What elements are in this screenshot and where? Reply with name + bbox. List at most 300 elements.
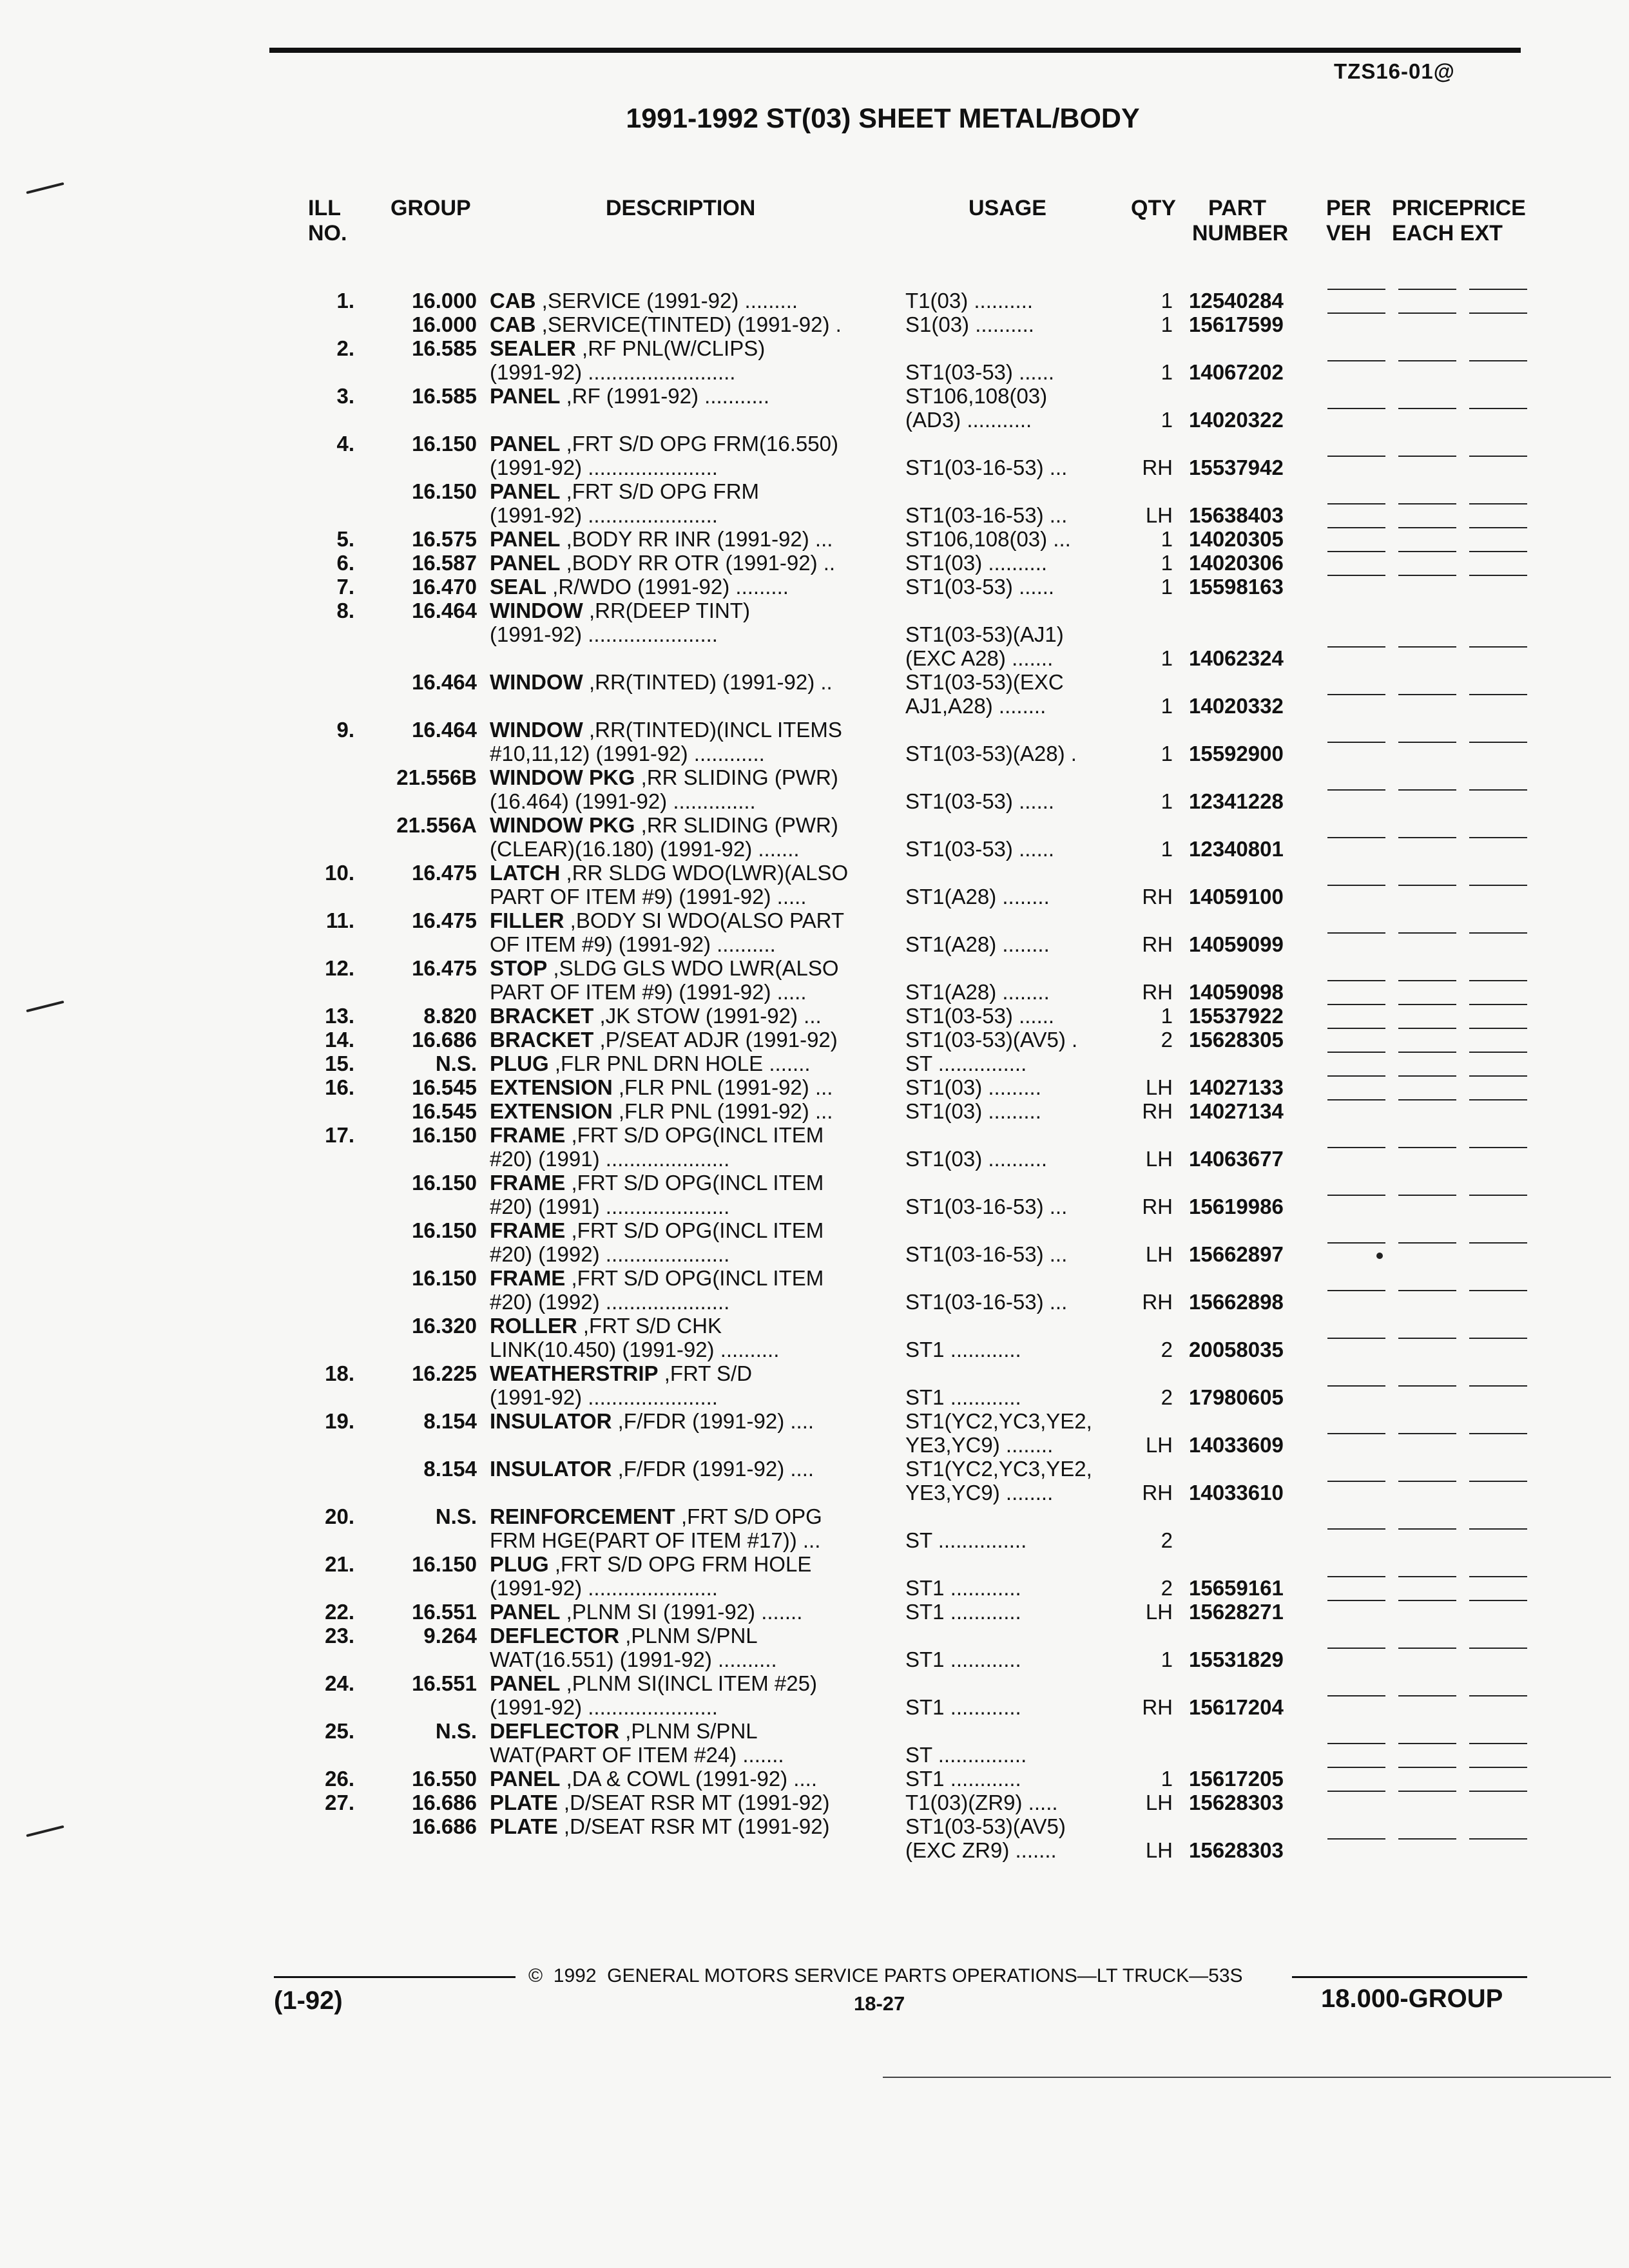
usage: ST ............... <box>905 1052 1027 1075</box>
description <box>490 1218 824 1242</box>
group-number: N.S. <box>435 1052 477 1075</box>
quantity: RH <box>1142 932 1173 956</box>
part-number: 14033609 <box>1189 1433 1284 1457</box>
per-veh-blank <box>1327 1695 1385 1696</box>
table-row <box>0 1195 1629 1218</box>
usage: ST1 ............ <box>905 1576 1021 1600</box>
price-each-blank <box>1398 646 1456 648</box>
price-ext-blank <box>1469 1385 1527 1387</box>
price-each-blank <box>1398 575 1456 576</box>
ill-number: 7. <box>336 575 354 599</box>
quantity: 1 <box>1161 575 1173 599</box>
description-detail: ,FRT S/D OPG FRM HOLE <box>548 1552 812 1576</box>
group-number: 8.154 <box>423 1409 477 1433</box>
table-row <box>0 1695 1629 1719</box>
per-veh-blank <box>1327 1528 1385 1530</box>
quantity: LH <box>1145 1838 1173 1862</box>
part-number: 14062324 <box>1189 646 1284 670</box>
price-ext-blank <box>1469 1481 1527 1482</box>
per-veh-blank <box>1327 1004 1385 1005</box>
ill-number: 16. <box>325 1075 354 1099</box>
part-number: 14067202 <box>1189 360 1284 384</box>
col-description-label: DESCRIPTION <box>606 196 756 220</box>
description <box>490 861 848 885</box>
price-each-blank <box>1398 837 1456 838</box>
description-noun: SEALER <box>490 336 576 360</box>
table-row <box>0 599 1629 622</box>
col-each-ext-label: EACH EXT <box>1392 221 1503 245</box>
description <box>490 718 842 742</box>
description <box>490 980 807 1004</box>
price-ext-blank <box>1469 289 1527 290</box>
part-number: 14027133 <box>1189 1075 1284 1099</box>
price-each-blank <box>1398 1648 1456 1649</box>
price-ext-blank <box>1469 1004 1527 1005</box>
description-noun: PLATE <box>490 1814 558 1838</box>
description-detail: ,FRT S/D OPG FRM <box>560 479 760 503</box>
price-ext-blank <box>1469 980 1527 981</box>
table-row <box>0 932 1629 956</box>
part-number: 14059100 <box>1189 885 1284 908</box>
ill-number: 24. <box>325 1671 354 1695</box>
description-noun: DEFLECTOR <box>490 1624 620 1648</box>
per-veh-blank <box>1327 527 1385 528</box>
ill-number: 8. <box>336 599 354 622</box>
description-noun: WINDOW PKG <box>490 813 635 837</box>
per-veh-blank <box>1327 1242 1385 1244</box>
quantity: RH <box>1142 456 1173 479</box>
description <box>490 551 835 575</box>
table-row <box>0 384 1629 408</box>
usage: ST1(03-53) ...... <box>905 789 1055 813</box>
price-ext-blank <box>1469 1648 1527 1649</box>
description-detail: ,SLDG GLS WDO LWR(ALSO <box>547 956 839 980</box>
group-number: 16.686 <box>412 1791 477 1814</box>
description-detail: WAT(16.551) (1991-92) .......... <box>490 1648 777 1671</box>
price-each-blank <box>1398 1242 1456 1244</box>
table-row <box>0 1528 1629 1552</box>
description <box>490 1314 722 1338</box>
description <box>490 1624 758 1648</box>
price-ext-blank <box>1469 885 1527 886</box>
group-number: 16.464 <box>412 718 477 742</box>
table-row <box>0 837 1629 861</box>
table-row <box>0 1838 1629 1862</box>
quantity: LH <box>1145 503 1173 527</box>
description <box>490 1361 752 1385</box>
description <box>490 932 776 956</box>
price-each-blank <box>1398 1004 1456 1005</box>
description-noun: INSULATOR <box>490 1409 612 1433</box>
group-number: 16.545 <box>412 1099 477 1123</box>
description <box>490 456 718 479</box>
description-detail: (1991-92) ...................... <box>490 456 718 479</box>
ill-number: 9. <box>336 718 354 742</box>
price-each-blank <box>1398 1743 1456 1744</box>
col-qty-label: QTY <box>1131 196 1176 220</box>
table-row <box>0 1719 1629 1743</box>
group-number: N.S. <box>435 1504 477 1528</box>
price-each-blank <box>1398 1385 1456 1387</box>
price-each-blank <box>1398 289 1456 290</box>
per-veh-blank <box>1327 1385 1385 1387</box>
price-ext-blank <box>1469 1147 1527 1148</box>
usage: YE3,YC9) ........ <box>905 1481 1054 1504</box>
description <box>490 1028 838 1052</box>
group-number: 8.154 <box>423 1457 477 1481</box>
table-row <box>0 622 1629 646</box>
ill-number: 1. <box>336 289 354 312</box>
table-row <box>0 1028 1629 1052</box>
usage: ST1 ............ <box>905 1385 1021 1409</box>
col-price-label: PRICEPRICE <box>1392 196 1526 220</box>
description-detail: (1991-92) ...................... <box>490 1695 718 1719</box>
price-each-blank <box>1398 885 1456 886</box>
part-number: 14027134 <box>1189 1099 1284 1123</box>
price-ext-blank <box>1469 837 1527 838</box>
usage: ST1(A28) ........ <box>905 885 1050 908</box>
price-each-blank <box>1398 360 1456 361</box>
part-number: 15628305 <box>1189 1028 1284 1052</box>
group-number: 16.225 <box>412 1361 477 1385</box>
per-veh-blank <box>1327 694 1385 695</box>
table-row <box>0 1266 1629 1290</box>
table-row <box>0 980 1629 1004</box>
table-row <box>0 289 1629 312</box>
per-veh-blank <box>1327 1648 1385 1649</box>
description-noun: EXTENSION <box>490 1099 613 1123</box>
price-ext-blank <box>1469 1028 1527 1029</box>
quantity: LH <box>1145 1147 1173 1171</box>
description <box>490 622 718 646</box>
description-noun: PANEL <box>490 1671 561 1695</box>
per-veh-blank <box>1327 312 1385 314</box>
description <box>490 789 756 813</box>
table-row <box>0 1409 1629 1433</box>
description-noun: STOP <box>490 956 548 980</box>
description <box>490 1266 824 1290</box>
per-veh-blank <box>1327 1338 1385 1339</box>
description-detail: LINK(10.450) (1991-92) .......... <box>490 1338 780 1361</box>
part-number: 14020306 <box>1189 551 1284 575</box>
usage: ST1(A28) ........ <box>905 980 1050 1004</box>
description-detail: ,D/SEAT RSR MT (1991-92) <box>557 1814 830 1838</box>
col-usage-label: USAGE <box>969 196 1046 220</box>
per-veh-blank <box>1327 289 1385 290</box>
group-number: 16.585 <box>412 336 477 360</box>
description-detail: ,JK STOW (1991-92) ... <box>593 1004 822 1028</box>
quantity: LH <box>1145 1791 1173 1814</box>
description-detail: ,SERVICE (1991-92) ......... <box>535 289 798 312</box>
description-noun: INSULATOR <box>490 1457 612 1481</box>
col-ill-label: ILL <box>308 196 341 220</box>
description-detail: #20) (1991) ..................... <box>490 1147 730 1171</box>
group-number: 16.575 <box>412 527 477 551</box>
description-detail: ,PLNM SI(INCL ITEM #25) <box>560 1671 817 1695</box>
table-row <box>0 765 1629 789</box>
part-number: 15628303 <box>1189 1838 1284 1862</box>
description-detail: ,D/SEAT RSR MT (1991-92) <box>557 1791 830 1814</box>
description <box>490 670 833 694</box>
table-row <box>0 694 1629 718</box>
table-row <box>0 1433 1629 1457</box>
description-detail: ,RR SLIDING (PWR) <box>635 765 838 789</box>
quantity: LH <box>1145 1433 1173 1457</box>
description-noun: PANEL <box>490 527 561 551</box>
usage: (EXC ZR9) ....... <box>905 1838 1057 1862</box>
price-each-blank <box>1398 980 1456 981</box>
per-veh-blank <box>1327 1028 1385 1029</box>
table-row <box>0 1385 1629 1409</box>
ill-number: 20. <box>325 1504 354 1528</box>
group-number: 16.150 <box>412 1171 477 1195</box>
table-row <box>0 1290 1629 1314</box>
usage: ST1(03) ......... <box>905 1075 1041 1099</box>
price-each-blank <box>1398 1600 1456 1601</box>
ill-number: 5. <box>336 527 354 551</box>
table-row <box>0 312 1629 336</box>
price-each-blank <box>1398 312 1456 314</box>
price-ext-blank <box>1469 1838 1527 1840</box>
description-detail: (1991-92) ...................... <box>490 622 718 646</box>
price-each-blank <box>1398 1481 1456 1482</box>
description-detail: (16.464) (1991-92) .............. <box>490 789 756 813</box>
description <box>490 1457 814 1481</box>
description <box>490 908 844 932</box>
price-each-blank <box>1398 1099 1456 1100</box>
quantity: LH <box>1145 1600 1173 1624</box>
part-number: 14033610 <box>1189 1481 1284 1504</box>
price-each-blank <box>1398 1791 1456 1792</box>
table-row <box>0 1481 1629 1504</box>
description-detail: ,RR(TINTED)(INCL ITEMS <box>583 718 842 742</box>
part-number: 15628303 <box>1189 1791 1284 1814</box>
description-detail: ,FRT S/D OPG FRM(16.550) <box>560 432 838 456</box>
description <box>490 1504 822 1528</box>
ill-number: 15. <box>325 1052 354 1075</box>
price-ext-blank <box>1469 694 1527 695</box>
description-detail: #20) (1992) ..................... <box>490 1242 730 1266</box>
ill-number: 21. <box>325 1552 354 1576</box>
price-each-blank <box>1398 789 1456 791</box>
description-detail: ,RF (1991-92) ........... <box>560 384 770 408</box>
part-number: 14020332 <box>1189 694 1284 718</box>
description <box>490 1171 824 1195</box>
usage: S1(03) .......... <box>905 312 1034 336</box>
part-number: 20058035 <box>1189 1338 1284 1361</box>
price-ext-blank <box>1469 1338 1527 1339</box>
description-detail: ,RR(TINTED) (1991-92) .. <box>583 670 833 694</box>
usage: ST1(03-53)(EXC <box>905 670 1064 694</box>
col-ill-no-label: NO. <box>308 221 347 245</box>
description <box>490 1075 833 1099</box>
description <box>490 1791 830 1814</box>
per-veh-blank <box>1327 837 1385 838</box>
usage: ST ............... <box>905 1528 1027 1552</box>
quantity: RH <box>1142 1195 1173 1218</box>
description-detail: ,PLNM S/PNL <box>619 1719 758 1743</box>
group-number: 16.000 <box>412 289 477 312</box>
price-each-blank <box>1398 1695 1456 1696</box>
description-detail: FRM HGE(PART OF ITEM #17)) ... <box>490 1528 821 1552</box>
part-number: 15662897 <box>1189 1242 1284 1266</box>
part-number: 12340801 <box>1189 837 1284 861</box>
col-part-number-label: NUMBER <box>1192 221 1289 245</box>
usage: ST ............... <box>905 1743 1027 1767</box>
table-row <box>0 1791 1629 1814</box>
price-each-blank <box>1398 1290 1456 1291</box>
price-each-blank <box>1398 527 1456 528</box>
description <box>490 1195 729 1218</box>
description-noun: WINDOW <box>490 718 583 742</box>
price-ext-blank <box>1469 742 1527 743</box>
table-row <box>0 1504 1629 1528</box>
description <box>490 1338 779 1361</box>
part-number: 15531829 <box>1189 1648 1284 1671</box>
quantity: 1 <box>1161 646 1173 670</box>
description <box>490 1648 777 1671</box>
table-row <box>0 789 1629 813</box>
quantity: 1 <box>1161 837 1173 861</box>
per-veh-blank <box>1327 885 1385 886</box>
quantity: 2 <box>1161 1028 1173 1052</box>
col-per-label: PER <box>1326 196 1371 220</box>
price-ext-blank <box>1469 789 1527 791</box>
description <box>490 1409 814 1433</box>
usage: ST1(03-53) ...... <box>905 1004 1055 1028</box>
ill-number: 18. <box>325 1361 354 1385</box>
table-row <box>0 1338 1629 1361</box>
price-each-blank <box>1398 1767 1456 1768</box>
table-row <box>0 885 1629 908</box>
usage: ST1 ............ <box>905 1338 1021 1361</box>
description-detail: ,RF PNL(W/CLIPS) <box>575 336 766 360</box>
description <box>490 360 735 384</box>
usage: ST1(03-53)(AV5) <box>905 1814 1066 1838</box>
group-number: 16.464 <box>412 599 477 622</box>
description-noun: PANEL <box>490 384 561 408</box>
usage: ST1(03-16-53) ... <box>905 1290 1068 1314</box>
price-ext-blank <box>1469 646 1527 648</box>
price-ext-blank <box>1469 527 1527 528</box>
table-row <box>0 551 1629 575</box>
usage: ST1(03-53)(A28) . <box>905 742 1077 765</box>
per-veh-blank <box>1327 360 1385 361</box>
part-number: 15537922 <box>1189 1004 1284 1028</box>
col-part-label: PART <box>1208 196 1267 220</box>
price-each-blank <box>1398 1075 1456 1077</box>
part-number: 15537942 <box>1189 456 1284 479</box>
description-noun: PLATE <box>490 1791 558 1814</box>
price-each-blank <box>1398 932 1456 934</box>
description <box>490 503 718 527</box>
group-number: 9.264 <box>423 1624 477 1648</box>
description-detail: ,DA & COWL (1991-92) .... <box>560 1767 817 1791</box>
page-code: TZS16-01@ <box>1334 59 1455 83</box>
description <box>490 1242 729 1266</box>
group-number: 16.150 <box>412 1552 477 1576</box>
quantity: 1 <box>1161 312 1173 336</box>
ill-number: 12. <box>325 956 354 980</box>
price-each-blank <box>1398 742 1456 743</box>
table-row <box>0 1147 1629 1171</box>
quantity: 1 <box>1161 551 1173 575</box>
description <box>490 575 789 599</box>
description-noun: BRACKET <box>490 1028 594 1052</box>
group-number: 16.320 <box>412 1314 477 1338</box>
description <box>490 1600 802 1624</box>
usage: (EXC A28) ....... <box>905 646 1054 670</box>
usage: ST1(A28) ........ <box>905 932 1050 956</box>
group-number: 16.470 <box>412 575 477 599</box>
description <box>490 1719 758 1743</box>
price-ext-blank <box>1469 1099 1527 1100</box>
description-detail: ,FRT S/D CHK <box>577 1314 722 1338</box>
usage: ST1 ............ <box>905 1600 1021 1624</box>
price-each-blank <box>1398 1195 1456 1196</box>
description-noun: REINFORCEMENT <box>490 1504 675 1528</box>
group-number: 16.150 <box>412 1123 477 1147</box>
description-detail: WAT(PART OF ITEM #24) ....... <box>490 1743 784 1767</box>
description <box>490 1147 729 1171</box>
table-row <box>0 670 1629 694</box>
price-ext-blank <box>1469 1075 1527 1077</box>
description <box>490 1814 830 1838</box>
table-row <box>0 1552 1629 1576</box>
usage: ST106,108(03) ... <box>905 527 1071 551</box>
group-number: 16.150 <box>412 1266 477 1290</box>
part-number: 15619986 <box>1189 1195 1284 1218</box>
footer-date: (1-92) <box>274 1986 343 2015</box>
description-noun: WINDOW <box>490 670 583 694</box>
price-each-blank <box>1398 1433 1456 1434</box>
price-ext-blank <box>1469 1743 1527 1744</box>
price-ext-blank <box>1469 312 1527 314</box>
table-row <box>0 408 1629 432</box>
price-ext-blank <box>1469 360 1527 361</box>
description <box>490 1123 824 1147</box>
description-noun: PANEL <box>490 479 561 503</box>
price-each-blank <box>1398 1052 1456 1053</box>
quantity: RH <box>1142 980 1173 1004</box>
usage: YE3,YC9) ........ <box>905 1433 1054 1457</box>
description-noun: WINDOW <box>490 599 583 622</box>
price-each-blank <box>1398 551 1456 552</box>
description-noun: CAB <box>490 312 536 336</box>
description <box>490 956 839 980</box>
col-group-label: GROUP <box>390 196 471 220</box>
description <box>490 289 798 312</box>
ill-number: 13. <box>325 1004 354 1028</box>
usage: (AD3) ........... <box>905 408 1032 432</box>
per-veh-blank <box>1327 646 1385 648</box>
description <box>490 765 838 789</box>
group-number: 16.551 <box>412 1671 477 1695</box>
top-rule <box>269 48 1521 53</box>
group-number: 16.545 <box>412 1075 477 1099</box>
quantity: RH <box>1142 885 1173 908</box>
table-row <box>0 1648 1629 1671</box>
usage: ST1(03) .......... <box>905 1147 1048 1171</box>
table-row <box>0 479 1629 503</box>
table-row <box>0 1123 1629 1147</box>
ill-number: 19. <box>325 1409 354 1433</box>
part-number: 17980605 <box>1189 1385 1284 1409</box>
price-each-blank <box>1398 408 1456 409</box>
table-row <box>0 1314 1629 1338</box>
table-row <box>0 456 1629 479</box>
part-number: 15638403 <box>1189 503 1284 527</box>
